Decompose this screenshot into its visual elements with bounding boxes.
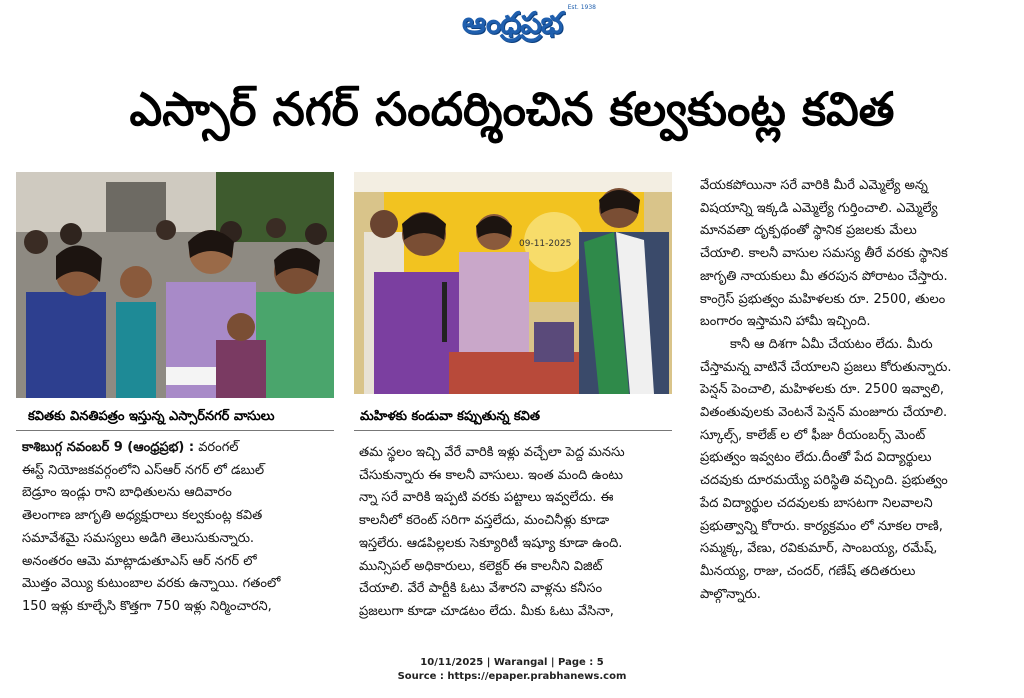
page-footer: [0, 656, 1024, 684]
photo-petition-image: [16, 172, 334, 398]
article-line: ప్రభుత్వం ఇవ్వటం లేదు.దీంతో పేద విద్యార్థులు: [700, 450, 932, 466]
article-line: మున్సిపల్ అధికారులు, కలెక్టర్ ఈ కాలనీని విజిట్: [359, 558, 603, 574]
article-column-right: [700, 175, 1010, 606]
article-line: ఇస్తలేరు. ఆడపిల్లలకు సెక్యూరిటీ ఇష్యూ కూడా ఉంది.: [359, 535, 623, 551]
article-line: మీనయ్య, రాజు, చందర్, గణేష్ తదితరులు: [700, 563, 916, 579]
article-line: తమ స్థలం ఇచ్చి వేరే వారికి ఇళ్లు వచ్చేలా పెద్ద మనసు: [359, 445, 625, 460]
dateline: కాశిబుగ్గ నవంబర్ 9 (ఆంధ్రప్రభ) :: [22, 440, 195, 455]
photo-shawl: [354, 172, 672, 394]
article-column-left: [22, 437, 340, 619]
footer-source: Source : https://epaper.prabhanews.com: [397, 671, 627, 682]
article-line: ప్రభుత్వాన్ని కోరారు. కార్యక్రమం లో నూకల రాణి,: [700, 518, 943, 534]
article-line: చేయాలి. వేరే పార్టీకి ఓటు వేశారని వాళ్లను కనీసం: [359, 581, 603, 597]
caption-divider-mid: [354, 430, 672, 431]
photo-caption-mid: మహిళకు కండువా కప్పుతున్న కవిత: [360, 409, 541, 424]
newspaper-logo: [424, 4, 600, 50]
footer-date-edition: 10/11/2025 | Warangal | Page : 5: [420, 657, 604, 668]
caption-divider-left: [16, 430, 334, 431]
article-line: ప్రజలుగా కూడా చూడటం లేదు. మీకు ఓటు వేసినా,: [359, 603, 614, 619]
photo-petition: [16, 172, 334, 398]
article-line: మొత్తం వెయ్యి కుటుంబాల వరకు ఉన్నాయి. గతంలో: [22, 576, 281, 592]
article-line: వితంతువులకు వెంటనే పెన్షన్ మంజూరు చేయాలి.: [700, 405, 948, 421]
article-line: అనంతరం ఆమె మాట్లాడుతూఎస్ ఆర్ నగర్ లో: [22, 553, 257, 569]
article-line: చేయాలి. కాలనీ వాసుల సమస్య తీరే వరకు స్థానిక: [700, 246, 948, 262]
article-column-mid: [359, 442, 677, 624]
photo-caption-left: కవితకు వినతిపత్రం ఇస్తున్న ఎస్సార్‌నగర్ వాసులు: [28, 409, 275, 424]
banner-date: 09-11-2025: [519, 239, 572, 249]
logo-text: ఆంధ్రప్రభ: [461, 6, 563, 41]
article-line: ఈస్ట్ నియోజకవర్గంలోని ఎస్ఆర్ నగర్ లో డబుల్: [22, 462, 265, 478]
article-line: 150 ఇళ్లు కూల్చేసి కొత్తగా 750 ఇళ్లు నిర్మించారని,: [22, 598, 272, 614]
article-headline: ఎస్సార్ నగర్ సందర్శించిన కల్వకుంట్ల కవిత: [129, 82, 895, 136]
article-line: కాలనీలో కరెంట్ సరిగా వస్తలేదు, మంచినీళ్లు కూడా: [359, 513, 610, 529]
article-line: మానవతా దృక్పథంతో స్థానిక ప్రజలకు మేలు: [700, 223, 917, 239]
article-line: న్నా సరే వారికి ఇప్పటి వరకు పట్టాలు ఇవ్వలేదు. ఈ: [359, 490, 614, 506]
article-line: కాంగ్రెస్ ప్రభుత్వం మహిళలకు రూ. 2500, తులం: [700, 291, 946, 307]
article-line: విషయాన్ని ఇక్కడి ఎమ్మెల్యే గుర్తించాలి. ఎమ్మెల్యే: [700, 200, 938, 216]
article-line: బెడ్రూం ఇండ్లు రాని బాధితులను ఆదివారం: [22, 485, 232, 501]
article-line: తెలంగాణ జాగృతి అధ్యక్షురాలు కల్వకుంట్ల కవిత: [22, 508, 263, 524]
article-line: వేయకపోయినా సరే వారికి మీరే ఎమ్మెల్యే అన్న: [700, 178, 928, 193]
article-line: సమావేశమై సమస్యలు అడిగి తెలుసుకున్నారు.: [22, 530, 255, 546]
article-line: పెన్షన్ పెంచాలి, మహిళలకు రూ. 2500 ఇవ్వాలి,: [700, 382, 945, 398]
article-line: పేద విద్యార్థుల చదవులకు బాసటగా నిలవాలని: [700, 495, 933, 511]
article-line: కానీ ఆ దిశగా ఏమీ చేయటం లేదు. మీరు: [730, 336, 933, 352]
article-line: చదవుకు దూరమయ్యే పరిస్థితి వచ్చింది. ప్రభుత్వం: [700, 473, 948, 489]
article-line: చేసుకున్నారు ఈ కాలనీ వాసులు. ఇంత మంది ఉంటు: [359, 467, 623, 483]
photo-shawl-image: [354, 172, 672, 394]
article-line: చేస్తామన్న వాటినే చేయాలని ప్రజలు కోరుతున్నారు.: [700, 359, 952, 375]
article-line: పాల్గొన్నారు.: [700, 586, 761, 602]
article-line: స్కూల్స్, కాలేజ్ ల లో ఫీజు రీయంబర్స్ మెంట్: [700, 427, 926, 443]
logo-tagline: Est. 1938: [567, 4, 596, 11]
article-line: సమ్మక్క, వేణు, రవికుమార్, సాంబయ్య, రమేష్,: [700, 541, 938, 557]
article-line: జాగృతి నాయకులు మీ తరపున పోరాటం చేస్తారు.: [700, 268, 948, 284]
article-line: కాశిబుగ్గ నవంబర్ 9 (ఆంధ్రప్రభ) : వరంగల్: [22, 440, 239, 455]
article-line: బంగారం ఇస్తామని హామీ ఇచ్చింది.: [700, 314, 871, 330]
masthead: [0, 0, 1024, 56]
